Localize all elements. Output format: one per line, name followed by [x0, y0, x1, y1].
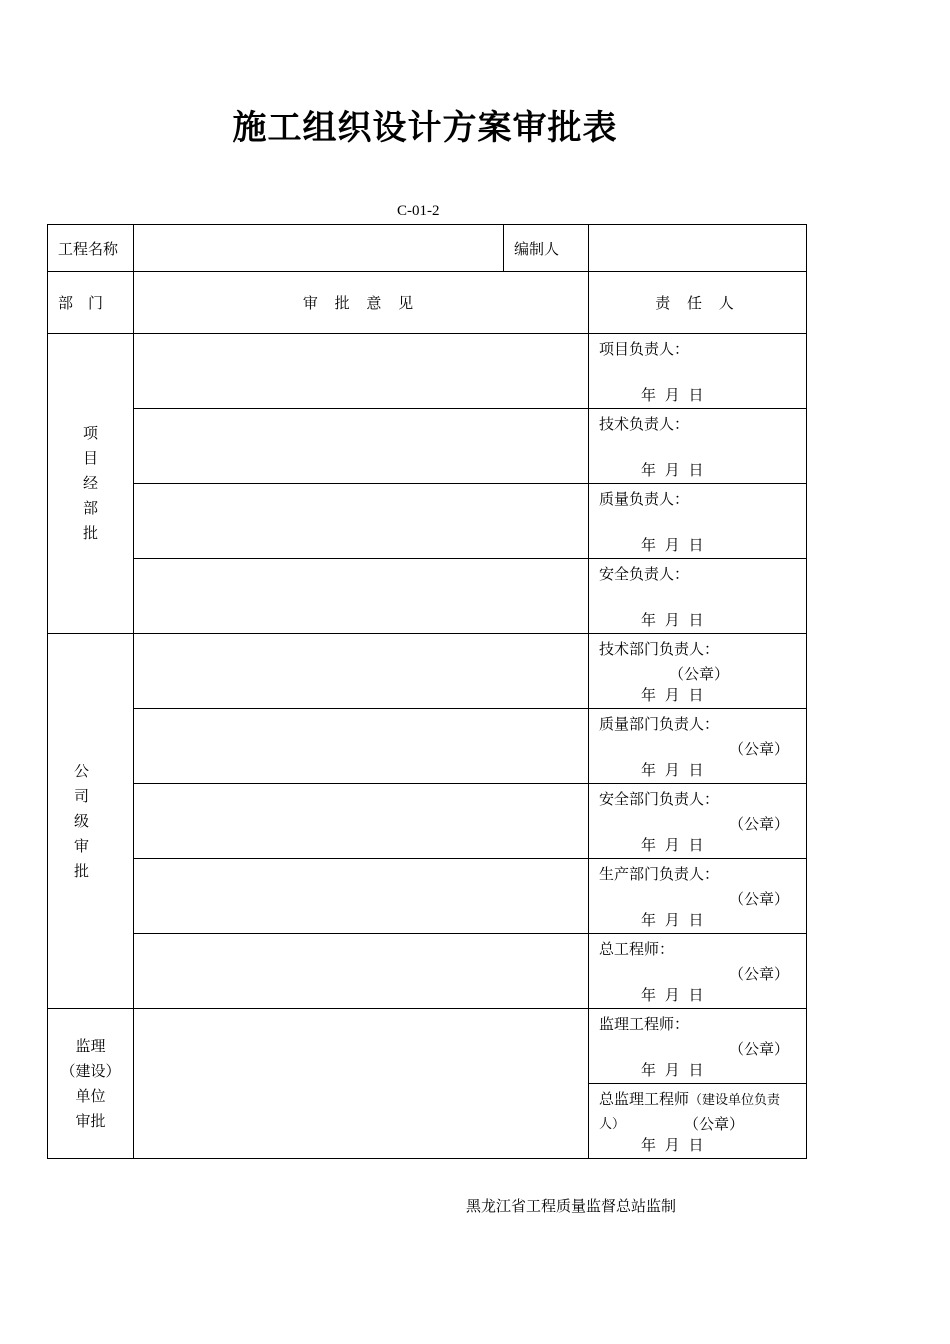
supervision-dept-label: [48, 1009, 134, 1159]
opinion-field[interactable]: [134, 859, 589, 934]
role-label: 安全负责人：: [599, 565, 690, 583]
project-dept-label: [48, 334, 134, 634]
responsible-cell: [589, 409, 807, 484]
role-label: 技术负责人：: [599, 415, 690, 433]
project-dept-char: 经: [82, 474, 98, 492]
date-label: 年 月 日: [641, 911, 706, 929]
date-label: 年 月 日: [641, 761, 706, 779]
opinion-field[interactable]: [134, 1009, 589, 1159]
date-label: 年 月 日: [641, 986, 706, 1004]
seal-label: （公章）: [669, 665, 730, 683]
opinion-field[interactable]: [134, 934, 589, 1009]
responsible-cell: [589, 1084, 807, 1159]
company-row-1: [48, 634, 807, 709]
project-name-label: 工程名称: [48, 225, 134, 272]
seal-label: （公章）: [729, 740, 790, 758]
project-dept-char: 批: [82, 524, 98, 542]
role-note: （建设单位负责: [689, 1093, 781, 1108]
date-label: 年 月 日: [641, 686, 706, 704]
date-label: 年 月 日: [641, 611, 706, 629]
supervision-dept-line: 审批: [75, 1111, 106, 1130]
responsible-cell: [589, 934, 807, 1009]
seal-label: （公章）: [729, 815, 790, 833]
opinion-field[interactable]: [134, 784, 589, 859]
role-main: 总监理工程师: [599, 1090, 690, 1108]
opinion-field[interactable]: [134, 559, 589, 634]
project-dept-char: 项: [82, 424, 98, 442]
role-label: 项目负责人：: [599, 340, 690, 358]
responsible-cell: [589, 634, 807, 709]
compiler-label: 编制人: [504, 225, 589, 272]
role-label: 质量负责人：: [599, 490, 690, 508]
supervision-dept-line: 单位: [75, 1086, 106, 1105]
supervision-row-1: [48, 1009, 807, 1084]
form-code: C-01-2: [397, 203, 440, 219]
dept-column-header: 部 门: [48, 272, 134, 334]
opinion-field[interactable]: [134, 484, 589, 559]
date-label: 年 月 日: [641, 461, 706, 479]
company-dept-char: 级: [74, 811, 90, 830]
responsible-cell: [589, 784, 807, 859]
responsible-column-header: 责 任 人: [589, 272, 807, 334]
opinion-field[interactable]: [134, 409, 589, 484]
responsible-cell: [589, 484, 807, 559]
opinion-field[interactable]: [134, 334, 589, 409]
responsible-cell: [589, 859, 807, 934]
project-row-3: [48, 484, 807, 559]
responsible-cell: [589, 1009, 807, 1084]
project-row-2: [48, 409, 807, 484]
date-label: 年 月 日: [641, 1061, 706, 1079]
page-title: 施工组织设计方案审批表: [232, 108, 618, 148]
company-dept-char: 公: [74, 761, 90, 780]
role-label: [599, 1088, 780, 1109]
role-label: 质量部门负责人：: [599, 715, 720, 733]
role-label: 生产部门负责人：: [599, 865, 720, 883]
opinion-field[interactable]: [134, 709, 589, 784]
date-label: 年 月 日: [641, 1136, 706, 1154]
company-dept-char: 审: [74, 836, 90, 855]
role-label: 安全部门负责人：: [599, 790, 720, 808]
responsible-cell: [589, 559, 807, 634]
role-label: 总工程师：: [599, 940, 675, 958]
project-dept-char: 部: [82, 499, 98, 517]
project-row-4: [48, 559, 807, 634]
company-dept-char: 司: [74, 786, 90, 805]
company-row-2: [48, 709, 807, 784]
footer-issuer: 黑龙江省工程质量监督总站监制: [466, 1197, 677, 1215]
company-row-4: [48, 859, 807, 934]
opinion-field[interactable]: [134, 634, 589, 709]
company-dept-label: [48, 634, 134, 1009]
seal-label: （公章）: [729, 890, 790, 908]
role-note-continued: 人）: [599, 1117, 626, 1132]
responsible-cell: [589, 334, 807, 409]
project-row-1: [48, 334, 807, 409]
date-label: 年 月 日: [641, 536, 706, 554]
company-row-3: [48, 784, 807, 859]
date-label: 年 月 日: [641, 386, 706, 404]
supervision-dept-line: （建设）: [60, 1061, 121, 1080]
supervision-dept-line: 监理: [75, 1036, 106, 1055]
date-label: 年 月 日: [641, 836, 706, 854]
compiler-field[interactable]: [589, 225, 807, 272]
company-row-5: [48, 934, 807, 1009]
role-label: 技术部门负责人：: [599, 640, 720, 658]
seal-label: （公章）: [684, 1115, 745, 1133]
approval-form-table: [47, 224, 807, 1159]
project-dept-char: 目: [82, 449, 98, 467]
column-header-row: [48, 272, 807, 334]
header-row: [48, 225, 807, 272]
seal-label: （公章）: [729, 965, 790, 983]
responsible-cell: [589, 709, 807, 784]
company-dept-char: 批: [74, 861, 90, 880]
seal-label: （公章）: [729, 1040, 790, 1058]
opinion-column-header: 审 批 意 见: [134, 272, 589, 334]
role-label: 监理工程师：: [599, 1015, 690, 1033]
project-name-field[interactable]: [134, 225, 504, 272]
